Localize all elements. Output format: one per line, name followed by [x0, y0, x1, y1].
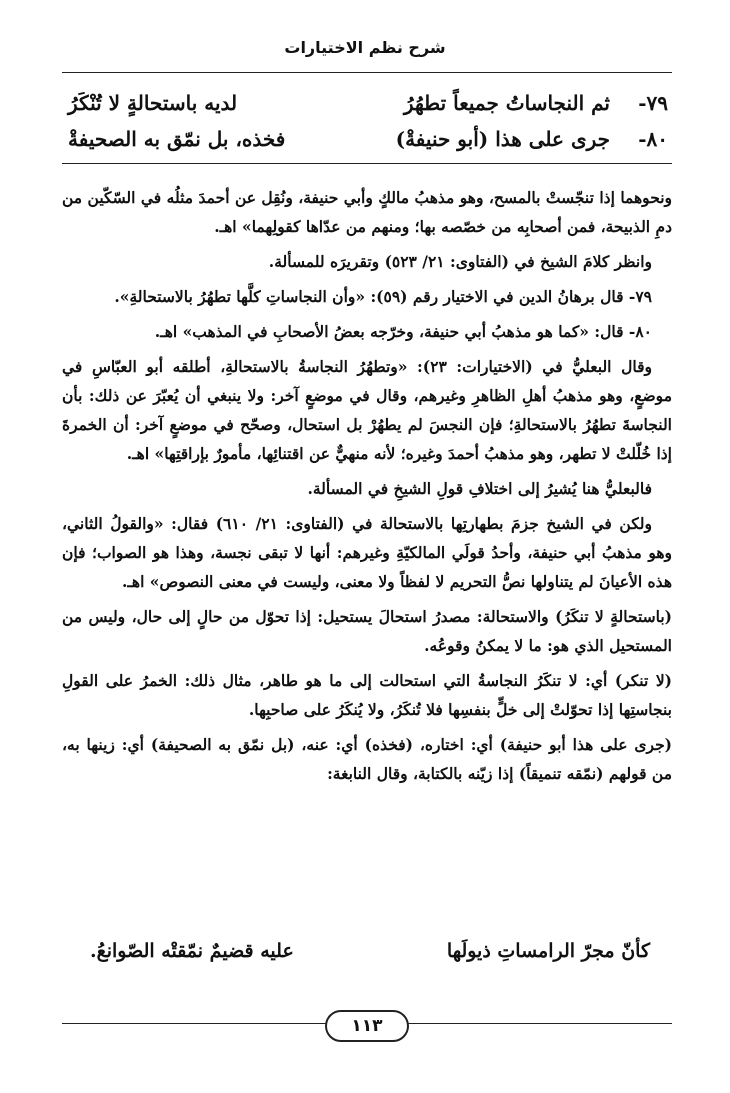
- quoted-poem-verse: [90, 940, 650, 976]
- verse-separator-rule: [62, 163, 672, 164]
- verse-second-hemistich: فخذه، بل نمّق به الصحيفةْ: [68, 127, 286, 151]
- header-rule: [62, 72, 672, 73]
- page-number: ١١٣: [325, 1010, 409, 1042]
- poem-first-hemistich: كأنّ مجرّ الرامساتِ ذيولَها: [446, 940, 650, 962]
- running-header-title: شرح نظم الاختيارات: [284, 38, 446, 57]
- paragraph: ٧٩- قال برهانُ الدين في الاختيار رقم (٥٩): «وأن النجاساتِ كلَّها تطهُرُ بالاستحالةِ».: [114, 287, 652, 306]
- verse-second-hemistich: لديه باستحالةٍ لا تُنْكَرُ: [68, 91, 238, 115]
- paragraph: (جرى على هذا أبو حنيفة) أي: اختاره، (فخذه) أي: عنه، (بل نمّق به الصحيفة) أي: زينها به، من قولهم (نمّقه تنميقاً) إذا زيّنه بالكتابة، وقال النابغة:: [62, 735, 672, 783]
- verse-first-hemistich: جرى على هذا (أبو حنيفةْ): [395, 127, 610, 151]
- poem-second-hemistich: عليه قضيمٌ نمّقتْه الصّوانعُ.: [90, 940, 294, 962]
- paragraph: وقال البعليُّ في (الاختيارات: ٢٣): «وتطهُرُ النجاسةُ بالاستحالةِ، أطلقه أبو العبّاسِ في موضعٍ، وهو مذهبُ أهلِ الظاهرِ وغيرهم، وقال في موضعٍ آخر: ولا ينبغي أن يُعبّرَ عن ذلك: بأن النجاسةَ تطهُرُ بالاستحالةِ؛ فإن النجسَ لم يطهُرْ بل استحال، وصحّح في موضعٍ آخر: أن الخمرةَ إذا خُلّلتْ لا تطهر، وهو مذهبُ أحمدَ وغيره؛ لأنه منهيٌّ عن اقتنائِها، مأمورٌ بإراقتِها» اهـ.: [62, 357, 672, 463]
- verse-number: ٧٩-: [638, 91, 668, 115]
- verse-line: [68, 86, 668, 120]
- paragraph: ولكن في الشيخ جزمَ بطهارتِها بالاستحالة في (الفتاوى: ٢١/ ٦١٠) فقال: «والقولُ الثاني، وهو مذهبُ أبي حنيفة، وأحدُ قولَي المالكيّةِ وغيرهم: أنها لا تبقى نجسة، وهذا هو الصواب؛ فإن هذه الأعيانَ لم يتناولها نصُّ التحريم لا لفظاً ولا معنى، وليست في معنى النصوص» اهـ.: [62, 514, 672, 591]
- commentary-body: [62, 183, 672, 794]
- paragraph: ٨٠- قال: «كما هو مذهبُ أبي حنيفة، وخرّجه بعضُ الأصحابِ في المذهب» اهـ.: [154, 322, 652, 341]
- paragraph: وانظر كلامَ الشيخ في (الفتاوى: ٢١/ ٥٢٣) وتقريرَه للمسألة.: [268, 252, 652, 271]
- verse-first-hemistich: ثم النجاساتُ جميعاً تطهُرُ: [403, 91, 610, 115]
- verse-line: [68, 122, 668, 156]
- paragraph: فالبعليُّ هنا يُشيرُ إلى اختلافِ قولِ الشيخِ في المسألة.: [307, 479, 652, 498]
- paragraph: (باستحالةٍ لا تنكَرُ) والاستحالة: مصدرُ استحالَ يستحيل: إذا تحوّل من حالٍ إلى حال، وليس من المستحيل الذي هو: ما لا يمكنُ وقوعُه.: [62, 607, 672, 655]
- paragraph: (لا تنكر) أي: لا تنكَرُ النجاسةُ التي استحالت إلى ما هو طاهر، مثال ذلك: الخمرُ على القولِ بنجاستِها إذا تحوّلتْ إلى خلٍّ بنفسِها فلا تُنكَرُ، ولا يُنكَرُ على صاحبِها.: [62, 671, 672, 719]
- verse-number: ٨٠-: [638, 127, 668, 151]
- paragraph: ونحوهما إذا تنجّستْ بالمسح، وهو مذهبُ مالكٍ وأبي حنيفة، ونُقِل عن أحمدَ مثلُه في السّكّين من دمِ الذبيحة، فمن أصحابِه من خصّصه بها؛ ومنهم من عدّاها كقولِهما» اهـ.: [62, 188, 672, 236]
